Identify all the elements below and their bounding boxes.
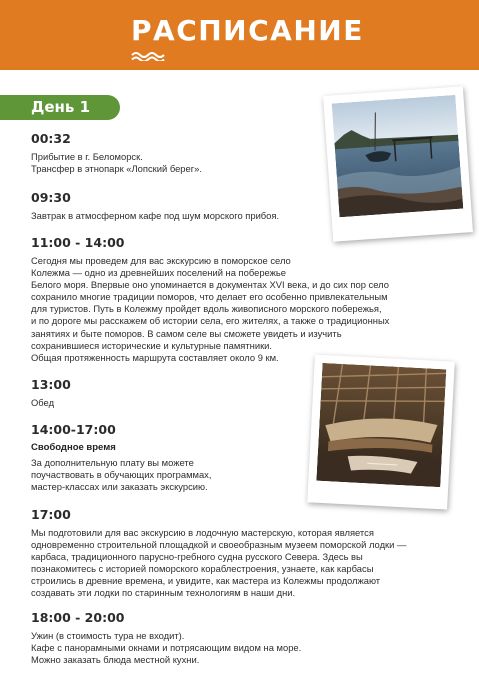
description-line: занятиях и быте поморов. В самом селе вы сможете увидеть и изучить	[31, 327, 342, 339]
workshop-photo	[307, 354, 455, 509]
description-line: Кафе с панорамными окнами и потрясающим видом на море.	[31, 642, 302, 654]
schedule-time: 18:00 - 20:00	[31, 610, 125, 625]
schedule-item	[31, 131, 202, 175]
schedule-item	[31, 422, 211, 493]
description-line: строились в древние времена, и увидите, как мастера из Колежмы продолжают	[31, 575, 381, 587]
description-line: сохранившиеся исторические и культурные памятники.	[31, 339, 273, 351]
schedule-time: 14:00-17:00	[31, 422, 116, 437]
description-line: мастер-классах или заказать экскурсию.	[31, 481, 208, 493]
schedule-time: 00:32	[31, 131, 71, 146]
description-line: За дополнительную плату вы можете	[31, 457, 194, 468]
description-line: Обед	[31, 397, 55, 408]
description-line: познакомитесь с историей поморского кораблестроения, узнаете, как карбасы	[31, 563, 374, 575]
schedule-description	[31, 255, 389, 364]
schedule-item	[31, 610, 301, 666]
description-line: сохранило многие традиции поморов, что делает его особенно привлекательным	[31, 291, 388, 303]
schedule-description	[31, 527, 406, 600]
description-line: Колежма — одно из древнейших поселений на побережье	[31, 267, 287, 279]
day-tag	[0, 95, 120, 120]
schedule-item	[31, 190, 279, 222]
header-banner	[0, 0, 479, 70]
workshop-photo-image	[316, 363, 446, 487]
description-line: Мы подготовили для вас экскурсию в лодочную мастерскую, которая является	[31, 527, 374, 538]
day-label: День 1	[31, 98, 91, 116]
schedule-item	[31, 235, 389, 364]
page-title: РАСПИСАНИЕ	[131, 14, 364, 47]
description-line: Завтрак в атмосферном кафе под шум морского прибоя.	[31, 210, 280, 221]
schedule-item	[31, 507, 406, 600]
schedule-description	[31, 397, 71, 409]
description-line: для туристов. Путь в Колежму пройдет вдоль живописного морского побережья,	[31, 303, 382, 315]
description-line: Прибытие в г. Беломорск.	[31, 151, 143, 162]
schedule-time: 09:30	[31, 190, 71, 205]
schedule-time: 13:00	[31, 377, 71, 392]
description-line: Ужин (в стоимость тура не входит).	[31, 630, 185, 641]
description-line: Сегодня мы проведем для вас экскурсию в поморское село	[31, 255, 291, 266]
description-line: карбаса, традиционного парусно-гребного судна русского Севера. Здесь вы	[31, 551, 363, 563]
schedule-item	[31, 377, 71, 409]
description-line: и по дороге мы расскажем об истории села, его жителях, а также о традиционных	[31, 315, 390, 327]
description-line: поучаствовать в обучающих программах,	[31, 469, 212, 481]
description-line: одновременно строительной площадкой и своеобразным музеем поморской лодки —	[31, 539, 407, 551]
wave-ornament-icon	[131, 51, 165, 61]
description-line: создавать эти лодки по старинным технологиям в наши дни.	[31, 587, 296, 599]
description-line: Общая протяженность маршрута составляет около 9 км.	[31, 351, 279, 363]
description-line: Трансфер в этнопарк «Лопский берег».	[31, 163, 202, 175]
schedule-subtitle: Свободное время	[31, 442, 116, 453]
description-line: Белого моря. Впервые оно упоминается в документах XVI века, и до сих пор село	[31, 279, 389, 291]
schedule-description	[31, 210, 279, 222]
description-line: Можно заказать блюда местной кухни.	[31, 654, 200, 666]
schedule-time: 17:00	[31, 507, 71, 522]
schedule-time: 11:00 - 14:00	[31, 235, 125, 250]
coast-photo	[323, 86, 473, 241]
schedule-description	[31, 630, 301, 666]
schedule-description	[31, 151, 202, 175]
coast-photo-image	[332, 95, 464, 217]
schedule-description	[31, 457, 211, 493]
